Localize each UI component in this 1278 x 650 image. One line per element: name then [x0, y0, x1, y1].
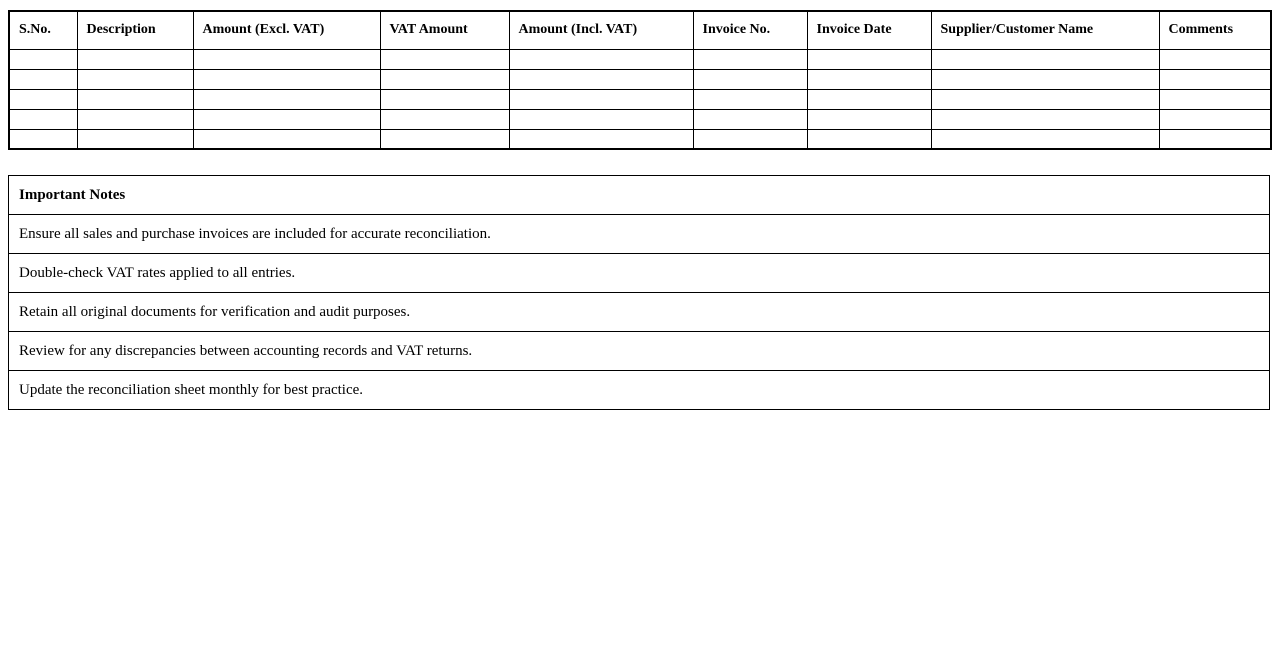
invoice-cell-r1-c6	[807, 69, 931, 89]
invoice-table-row-4	[9, 129, 1271, 149]
invoice-cell-r4-c6	[807, 129, 931, 149]
note-row-0	[9, 215, 1270, 254]
invoice-cell-r4-c5	[693, 129, 807, 149]
column-header-5: Invoice No.	[693, 11, 807, 49]
invoice-cell-r1-c1	[77, 69, 193, 89]
invoice-table-row-0	[9, 49, 1271, 69]
invoice-cell-r2-c2	[193, 89, 380, 109]
invoice-cell-r2-c7	[931, 89, 1159, 109]
column-header-0: S.No.	[9, 11, 77, 49]
column-header-6: Invoice Date	[807, 11, 931, 49]
invoice-cell-r0-c7	[931, 49, 1159, 69]
invoice-cell-r0-c8	[1159, 49, 1271, 69]
invoice-cell-r3-c4	[509, 109, 693, 129]
invoice-cell-r2-c6	[807, 89, 931, 109]
invoice-cell-r0-c3	[380, 49, 509, 69]
invoice-cell-r3-c6	[807, 109, 931, 129]
invoice-cell-r2-c0	[9, 89, 77, 109]
invoice-cell-r3-c7	[931, 109, 1159, 129]
invoice-table-row-1	[9, 69, 1271, 89]
invoice-cell-r4-c7	[931, 129, 1159, 149]
notes-header-cell: Important Notes	[9, 176, 1270, 215]
invoice-cell-r0-c4	[509, 49, 693, 69]
invoice-cell-r4-c3	[380, 129, 509, 149]
invoice-cell-r3-c3	[380, 109, 509, 129]
invoice-table-body	[9, 49, 1271, 149]
invoice-cell-r2-c5	[693, 89, 807, 109]
note-row-3	[9, 332, 1270, 371]
note-row-1	[9, 254, 1270, 293]
invoice-cell-r3-c1	[77, 109, 193, 129]
invoice-cell-r1-c0	[9, 69, 77, 89]
note-row-4	[9, 371, 1270, 410]
invoice-cell-r1-c3	[380, 69, 509, 89]
invoice-cell-r4-c8	[1159, 129, 1271, 149]
invoice-cell-r4-c0	[9, 129, 77, 149]
note-row-2	[9, 293, 1270, 332]
column-header-8: Comments	[1159, 11, 1271, 49]
invoice-cell-r3-c8	[1159, 109, 1271, 129]
invoice-cell-r4-c1	[77, 129, 193, 149]
vat-reconciliation-table	[8, 10, 1272, 150]
invoice-cell-r2-c8	[1159, 89, 1271, 109]
column-header-4: Amount (Incl. VAT)	[509, 11, 693, 49]
column-header-7: Supplier/Customer Name	[931, 11, 1159, 49]
invoice-cell-r1-c2	[193, 69, 380, 89]
note-text-0: Ensure all sales and purchase invoices are included for accurate reconciliation.	[9, 215, 1270, 254]
column-header-1: Description	[77, 11, 193, 49]
invoice-cell-r3-c2	[193, 109, 380, 129]
invoice-cell-r1-c7	[931, 69, 1159, 89]
note-text-4: Update the reconciliation sheet monthly for best practice.	[9, 371, 1270, 410]
invoice-cell-r1-c8	[1159, 69, 1271, 89]
invoice-cell-r2-c1	[77, 89, 193, 109]
invoice-cell-r3-c0	[9, 109, 77, 129]
column-header-3: VAT Amount	[380, 11, 509, 49]
invoice-table-header-row	[9, 11, 1271, 49]
important-notes-table	[8, 175, 1270, 410]
column-header-2: Amount (Excl. VAT)	[193, 11, 380, 49]
note-text-1: Double-check VAT rates applied to all entries.	[9, 254, 1270, 293]
invoice-table-row-2	[9, 89, 1271, 109]
invoice-cell-r0-c5	[693, 49, 807, 69]
note-text-3: Review for any discrepancies between accounting records and VAT returns.	[9, 332, 1270, 371]
note-text-2: Retain all original documents for verification and audit purposes.	[9, 293, 1270, 332]
invoice-cell-r2-c3	[380, 89, 509, 109]
invoice-cell-r0-c0	[9, 49, 77, 69]
invoice-cell-r4-c2	[193, 129, 380, 149]
invoice-cell-r1-c4	[509, 69, 693, 89]
notes-header-row	[9, 176, 1270, 215]
invoice-cell-r1-c5	[693, 69, 807, 89]
invoice-cell-r0-c6	[807, 49, 931, 69]
invoice-cell-r0-c1	[77, 49, 193, 69]
invoice-cell-r0-c2	[193, 49, 380, 69]
invoice-table-row-3	[9, 109, 1271, 129]
invoice-cell-r3-c5	[693, 109, 807, 129]
invoice-cell-r2-c4	[509, 89, 693, 109]
invoice-cell-r4-c4	[509, 129, 693, 149]
